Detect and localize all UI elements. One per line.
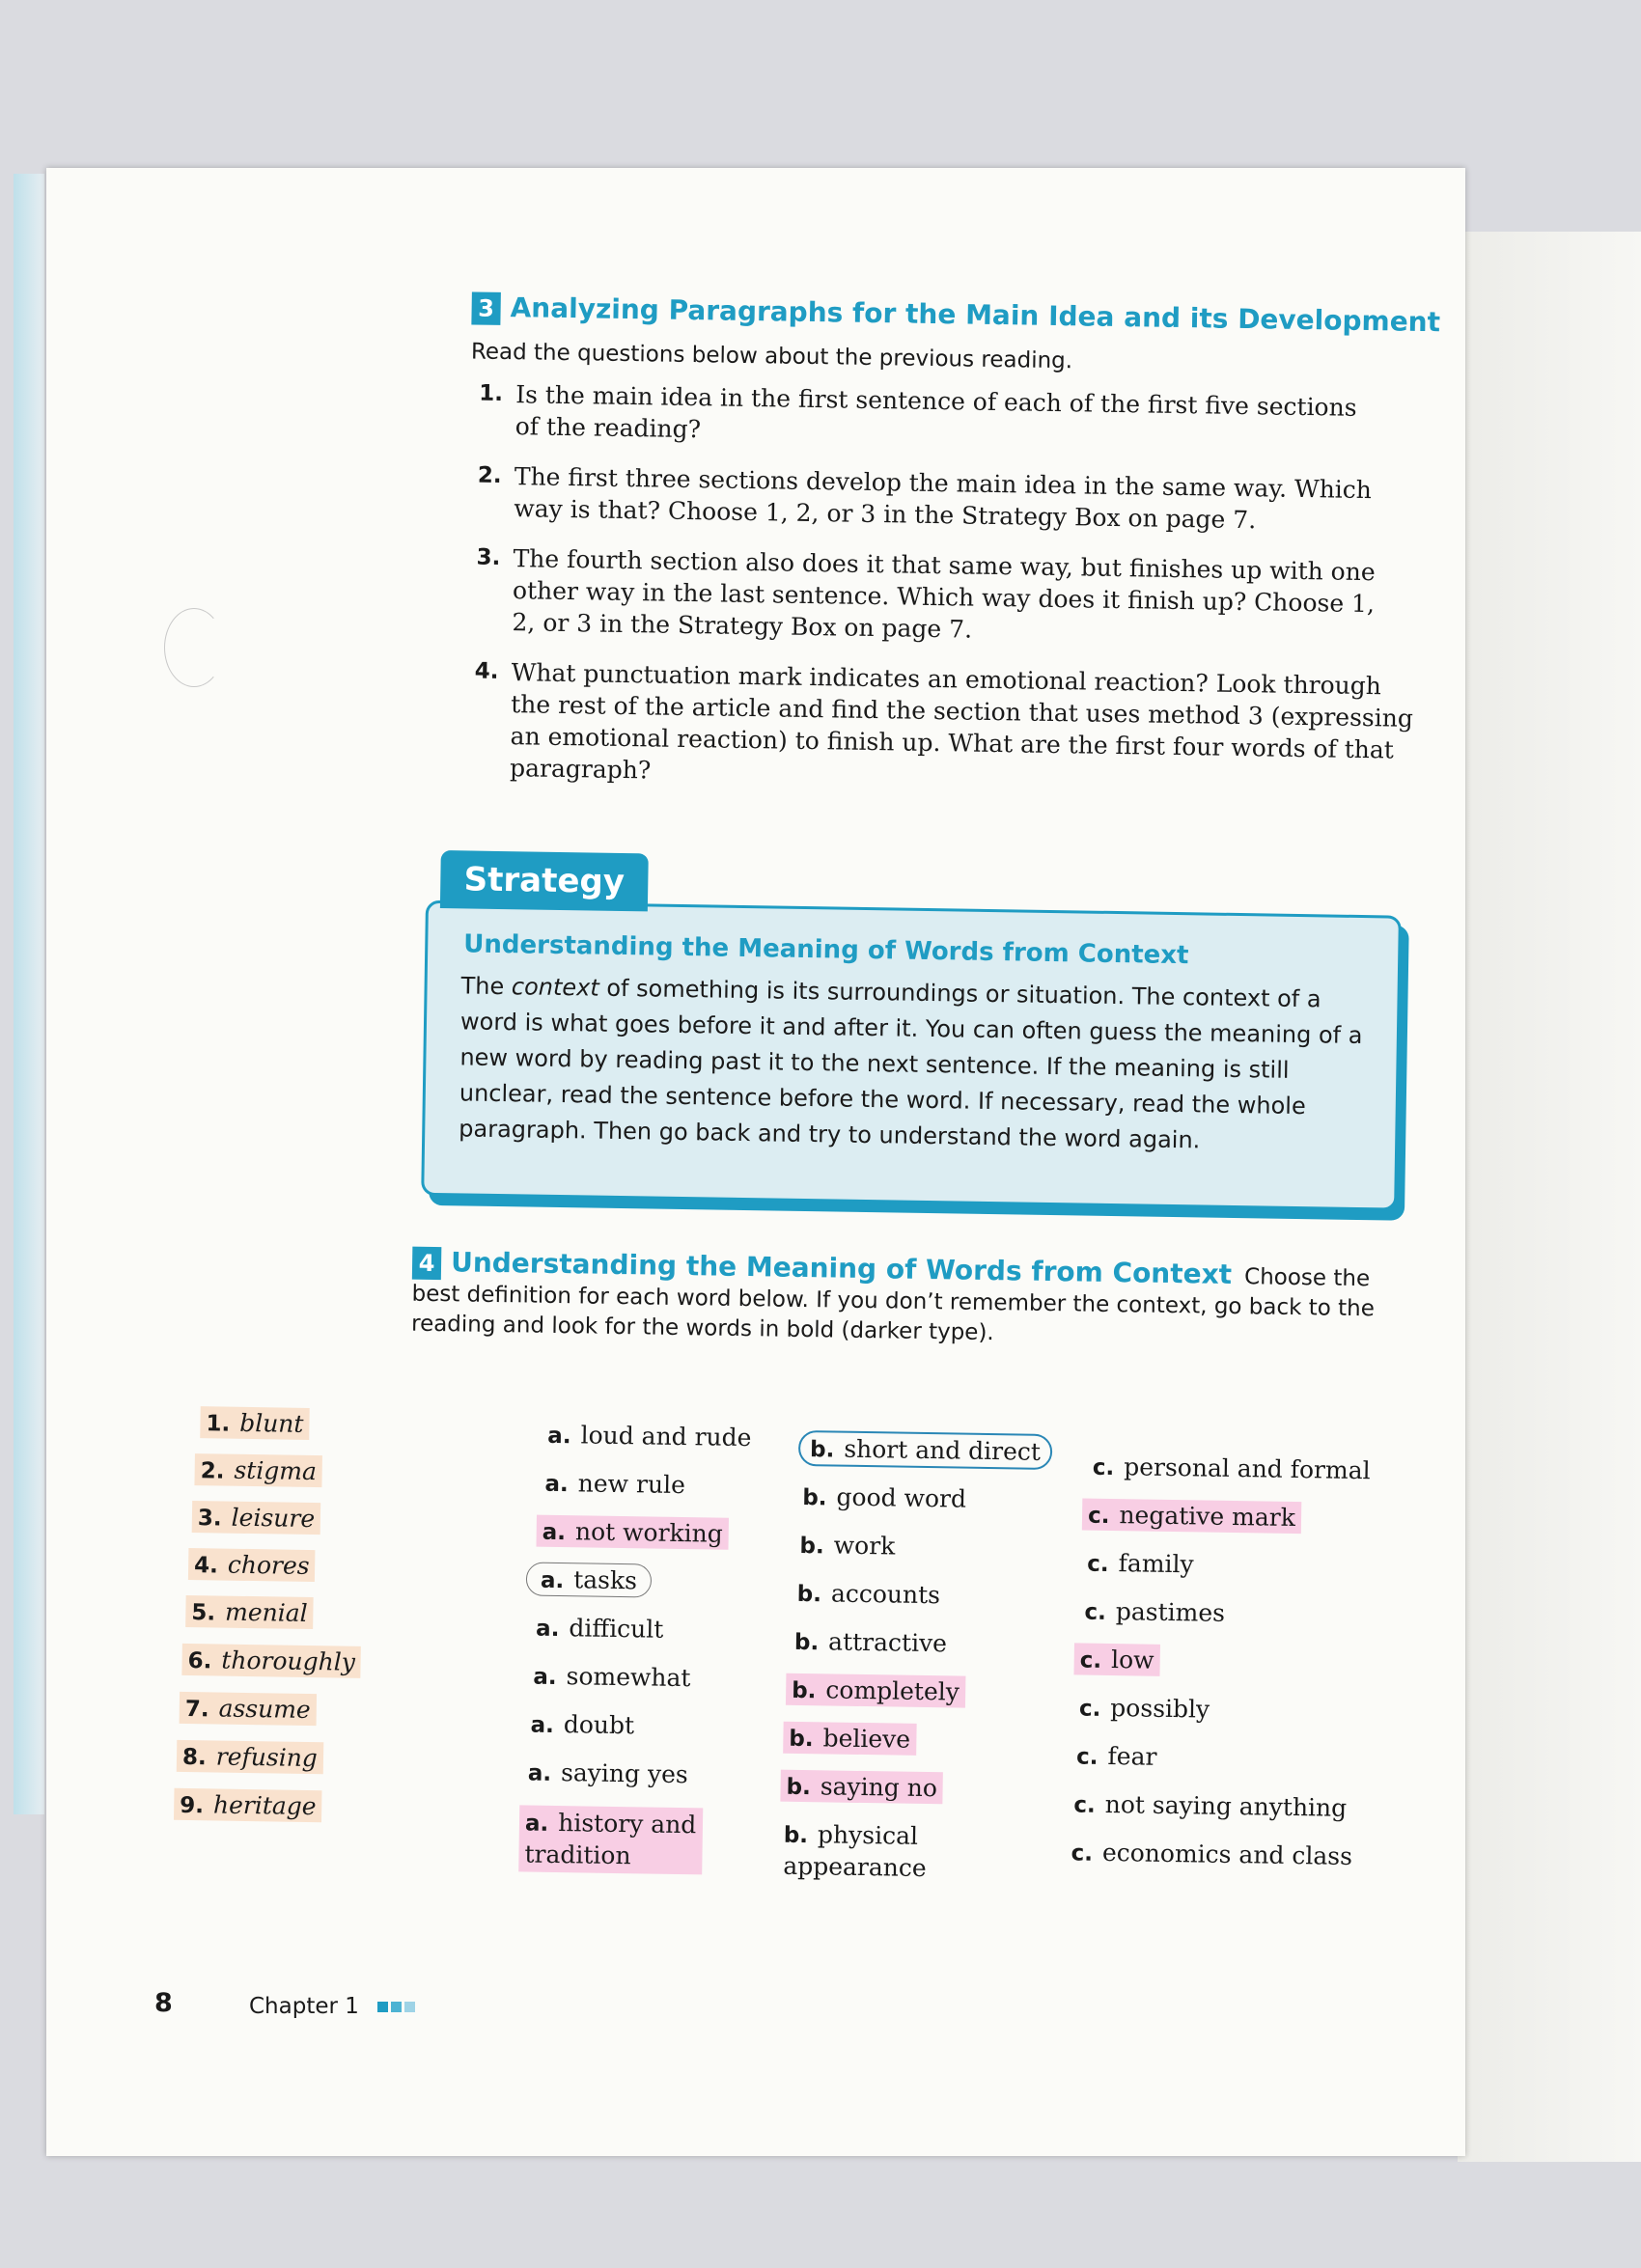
section-3-number: 3 bbox=[471, 291, 501, 324]
word-1: 1. blunt bbox=[200, 1408, 309, 1438]
strategy-body: The context of something is its surroundings or situation. The context of a word is what goes before it and after it. You can often guess the meaning of a new word by reading past it to the next sentence. If the meaning is still unclear, read the sentence before the word. If necessary, read the whole paragraph. Then go back and try to understand the word again. bbox=[459, 972, 1363, 1154]
page-number: 8 bbox=[154, 1988, 173, 2018]
strategy-tab: Strategy bbox=[440, 850, 649, 911]
word-4: 4. chores bbox=[188, 1550, 316, 1580]
option-1b: b. short and direct bbox=[798, 1433, 1052, 1469]
option-7a: a. doubt bbox=[530, 1710, 635, 1740]
word-6: 6. thoroughly bbox=[181, 1646, 361, 1676]
option-8c: c. not saying anything bbox=[1073, 1789, 1348, 1822]
chapter-square-icon bbox=[391, 2002, 402, 2012]
section-3-title: Analyzing Paragraphs for the Main Idea and its Development bbox=[510, 291, 1441, 339]
option-3c: c. family bbox=[1087, 1549, 1194, 1579]
option-9c: c. economics and class bbox=[1071, 1838, 1353, 1870]
question-4: 4. What punctuation mark indicates an emotional reaction? Look through the rest of the article and find the section that uses method 3 (expressing an emotional reaction) to finish up. What are the first four words of that paragraph? bbox=[474, 658, 1414, 785]
question-1: 1. Is the main idea in the first sentence of each of the first five sections of the reading? bbox=[479, 380, 1357, 444]
chapter-label: Chapter 1 bbox=[249, 1994, 415, 2019]
option-7c: c. fear bbox=[1075, 1741, 1157, 1771]
option-5c: c. low bbox=[1073, 1644, 1159, 1676]
option-8b: b. saying no bbox=[780, 1771, 943, 1806]
section-4-heading bbox=[411, 1246, 1377, 1355]
question-3: 3. The fourth section also does it that same way, but finishes up with one other way in the last sentence. Which way does it finish up? Choose 1, 2, or 3 in the Strategy Box on page 7. bbox=[476, 544, 1376, 644]
section-4-title: Understanding the Meaning of Words from Context bbox=[450, 1246, 1233, 1290]
word-2: 2. stigma bbox=[194, 1455, 322, 1485]
option-5a: a. difficult bbox=[535, 1614, 664, 1644]
strategy-title: Understanding the Meaning of Words from Context bbox=[463, 929, 1189, 971]
option-2b: b. good word bbox=[802, 1482, 967, 1513]
option-9a: a. history and tradition bbox=[518, 1805, 703, 1874]
word-3: 3. leisure bbox=[192, 1503, 321, 1533]
section-4-number: 4 bbox=[412, 1247, 442, 1280]
option-5b: b. attractive bbox=[793, 1627, 948, 1658]
word-5: 5. menial bbox=[185, 1597, 314, 1627]
option-3b: b. work bbox=[799, 1531, 896, 1561]
word-7: 7. assume bbox=[180, 1694, 317, 1724]
option-4a: a. tasks bbox=[526, 1564, 653, 1598]
option-7b: b. believe bbox=[783, 1723, 916, 1756]
option-8a: a. saying yes bbox=[527, 1758, 688, 1789]
option-2a: a. new rule bbox=[544, 1469, 686, 1500]
option-6b: b. completely bbox=[786, 1674, 965, 1709]
question-2: 2. The first three sections develop the main idea in the same way. Which way is that? Choose 1, 2, or 3 in the Strategy Box on page 7. bbox=[477, 462, 1373, 535]
word-9: 9. heritage bbox=[174, 1790, 322, 1820]
option-4b: b. accounts bbox=[796, 1579, 941, 1610]
chapter-square-icon bbox=[404, 2002, 415, 2012]
option-1a: a. loud and rude bbox=[547, 1421, 752, 1452]
option-2c: c. negative mark bbox=[1082, 1500, 1301, 1535]
word-8: 8. refusing bbox=[177, 1742, 323, 1772]
option-1c: c. personal and formal bbox=[1092, 1452, 1371, 1485]
option-9b: b. physical appearance bbox=[783, 1820, 927, 1883]
option-6c: c. possibly bbox=[1078, 1694, 1210, 1724]
option-3a: a. not working bbox=[536, 1516, 729, 1551]
chapter-square-icon bbox=[377, 2002, 388, 2012]
option-4c: c. pastimes bbox=[1084, 1597, 1226, 1627]
section-3-heading bbox=[471, 290, 1440, 340]
option-6a: a. somewhat bbox=[533, 1662, 691, 1693]
section-3-intro: Read the questions below about the previous reading. bbox=[470, 339, 1073, 374]
section-4-instructions: Choose the best definition for each word below. If you don’t remember the context, go back to the reading and look for the words in bold (darker type). bbox=[410, 1264, 1376, 1346]
